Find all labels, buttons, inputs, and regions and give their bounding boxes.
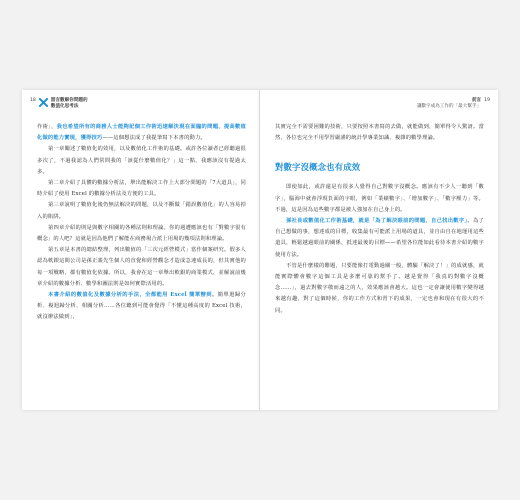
paragraph: 第三章說明了數值化後仍無法解決的問題，以及不斷做「錯誤數值化」的人容易掉入的陷阱。 (37, 202, 246, 220)
paragraph: 第二章介紹了具體的數據分析法，舉出能解決工作上大部分問題的「7大道具」，同時介紹了使用 Excel 的數據分析法及方便的工具。 (37, 180, 246, 198)
right-page-number: 19 (484, 98, 490, 103)
right-body-text (275, 122, 484, 317)
paragraph: 第五章是本書的總結整理，列出數值的「三次元經營模式」當作個案研究。假多人認為軟銀這間公司是孫正義先生個人的直覺和經營觀念才造成急速成長的，但其實他的每一項戰略，都有數值化依據。所以，我會在這一章舉出軟銀的商業模式，並解說前幾章介紹的數據分析、數學和圖法則是如何實際活用的。 (37, 247, 246, 287)
paragraph: 第一章闡述了數值化的效用，以及數值化工作術的基礎。或許各位讀者已經聽過很多次了，不過我認為人們常問我的「該從什麼數值化？」這一點，我應該沒有提過太多。 (37, 146, 246, 175)
left-header-line1: 語言數解你問題的 (50, 98, 88, 103)
right-header (417, 98, 490, 109)
paragraph: 本書介紹的數值化及數據分析的手法，全都能用 Excel 簡單辦到。簡單迴歸分析、複迴歸分析、相關分析……各位聽到可能會覺得「不懂這種高度的 Excel 技術，就沒辦法做到」， (37, 292, 246, 321)
paragraph: 不管是什麼樣的難題，只要能像打電動過關一般，體驗「解決了！」的成就感，就能實際體會數字這個工具是多麼可靠的幫手了。越是覺得「我真的對數字沒概念……」，過去對數字敬而遠之的人，效果應該會越大。這也一定會讓使用數字變得越來越有趣，對了這個時候，你的工作方式和習下的成果，一定也會和現在有很大的不同。 (275, 262, 484, 314)
paragraph: 即使如此，或許還是有很多人覺得自己對數字沒概念。應該有不少人一聽到「數字」，腦海中就會浮現負面的字眼，例如「業績數字」、「增加數字」、「數字壓力」等。不過，這是因為這些數字都是被人強加在自己身上的。 (275, 184, 484, 213)
left-header-line2: 數值化思考法 (50, 103, 79, 109)
paragraph: 第四章介紹的則是與數字相關的各種法則和理論。你的週遭應該也有「對數字很有概念」的人吧？這就是因為他們了解能在商務場合派上用場的幾項法則和理論。 (37, 224, 246, 243)
paragraph: 孫社長或數值化工作術基礎，就是「為了解決眼前的問題，自己找出數字」。為了自己想做的事，想達成的目標，收集最有可能派上用場的道具，並自由自在地運用這些道具，輕鬆越過眼前的關係，抵達最後的目標——希望各位能如此看待本書介紹的數字使用方法。 (275, 218, 484, 258)
right-page (260, 90, 498, 410)
right-header-chapter: 前言 (471, 98, 482, 103)
left-body-text (37, 122, 246, 324)
paragraph: 其實完全不需要困難的技術，只要按照本書寫的去做，就能做到，簡單得令人驚訝。當然，各位也完全不用學習嚴謹的統計學專業知識、複雜的數學理論。 (275, 124, 484, 142)
left-page (22, 90, 260, 410)
right-header-title (417, 98, 481, 109)
left-header-title (51, 98, 88, 109)
right-header-subtitle: 讓數字成為工作的「最大幫手」 (416, 103, 482, 109)
section-title: 對數字沒概念也有成效 (275, 162, 361, 173)
paragraph: 作術」，我也希望所有的商務人士能夠記個工作術迅速解決現在面臨的問題、提高數值化做的能力實現，獲得技巧——這個想法成了我提筆寫下本書的動力。 (37, 124, 247, 142)
x-logo-icon (39, 98, 48, 107)
left-header (30, 98, 88, 109)
left-page-number: 18 (30, 98, 36, 103)
